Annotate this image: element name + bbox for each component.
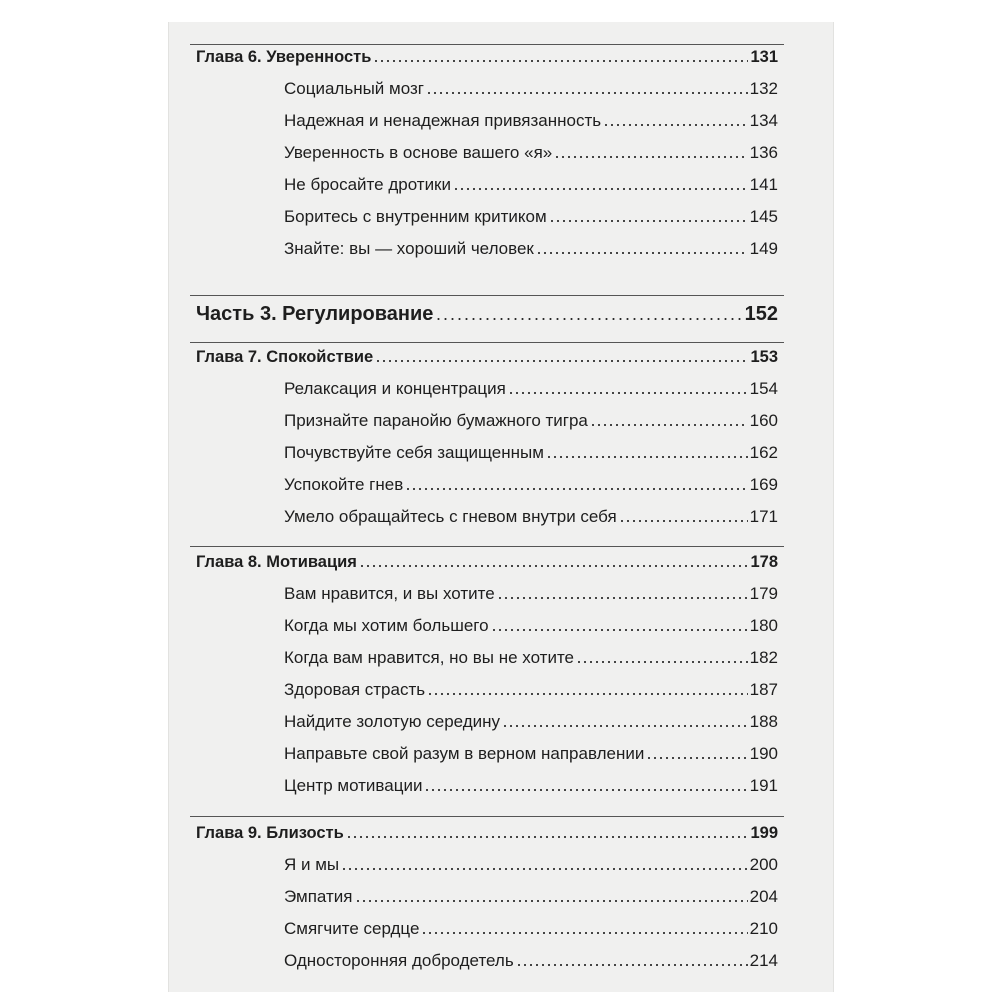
entry-title: Здоровая страсть bbox=[284, 680, 426, 699]
page-number: 132 bbox=[749, 79, 778, 98]
toc-entry bbox=[284, 507, 778, 527]
dot-leader bbox=[603, 124, 748, 126]
chapter-6-heading bbox=[196, 47, 778, 67]
page-number: 191 bbox=[749, 776, 778, 795]
dot-leader bbox=[426, 92, 748, 94]
dot-leader bbox=[646, 757, 747, 759]
page-number: 145 bbox=[749, 207, 778, 226]
part-title: Часть 3. Регулирование bbox=[196, 303, 434, 325]
dot-leader bbox=[346, 836, 749, 838]
toc-entry bbox=[284, 584, 778, 604]
toc-entry bbox=[284, 919, 778, 939]
entry-title: Знайте: вы — хороший человек bbox=[284, 239, 534, 258]
page-number: 200 bbox=[749, 855, 778, 874]
dot-leader bbox=[619, 520, 748, 522]
dot-leader bbox=[421, 932, 747, 934]
page-number: 187 bbox=[749, 680, 778, 699]
dot-leader bbox=[554, 156, 747, 158]
dot-leader bbox=[435, 318, 742, 320]
page-number: 154 bbox=[749, 379, 778, 398]
entry-title: Когда мы хотим большего bbox=[284, 616, 489, 635]
page-number: 190 bbox=[749, 744, 778, 763]
page-number: 152 bbox=[744, 303, 778, 325]
entry-title: Надежная и ненадежная привязанность bbox=[284, 111, 602, 130]
entry-title: Найдите золотую середину bbox=[284, 712, 501, 731]
toc-entry bbox=[284, 680, 778, 700]
entry-title: Уверенность в основе вашего «я» bbox=[284, 143, 553, 162]
dot-leader bbox=[502, 725, 748, 727]
toc-entry bbox=[284, 951, 778, 971]
toc-entry bbox=[284, 207, 778, 227]
dot-leader bbox=[497, 597, 748, 599]
entry-title: Релаксация и концентрация bbox=[284, 379, 506, 398]
page-number: 134 bbox=[749, 111, 778, 130]
toc-entry bbox=[284, 443, 778, 463]
chapter-9-top-rule bbox=[190, 816, 784, 817]
entry-title: Умело обращайтесь с гневом внутри себя bbox=[284, 507, 617, 526]
toc-entry bbox=[284, 855, 778, 875]
chapter-title: Глава 9. Близость bbox=[196, 824, 344, 842]
page-number: 141 bbox=[749, 175, 778, 194]
entry-title: Признайте паранойю бумажного тигра bbox=[284, 411, 588, 430]
page-number: 179 bbox=[749, 584, 778, 603]
page-number: 162 bbox=[749, 443, 778, 462]
page-number: 199 bbox=[750, 824, 778, 842]
dot-leader bbox=[424, 789, 747, 791]
toc-entry bbox=[284, 744, 778, 764]
page-number: 188 bbox=[749, 712, 778, 731]
entry-title: Односторонняя добродетель bbox=[284, 951, 514, 970]
page-number: 160 bbox=[749, 411, 778, 430]
dot-leader bbox=[355, 900, 748, 902]
chapter-6-top-rule bbox=[190, 44, 784, 45]
toc-entry bbox=[284, 776, 778, 796]
toc-entry bbox=[284, 79, 778, 99]
toc-entry bbox=[284, 648, 778, 668]
entry-title: Успокойте гнев bbox=[284, 475, 404, 494]
dot-leader bbox=[453, 188, 748, 190]
chapter-8-top-rule bbox=[190, 546, 784, 547]
part-3-top-rule bbox=[190, 295, 784, 296]
entry-title: Когда вам нравится, но вы не хотите bbox=[284, 648, 574, 667]
toc-entry bbox=[284, 475, 778, 495]
dot-leader bbox=[491, 629, 748, 631]
page-number: 180 bbox=[749, 616, 778, 635]
toc-entry bbox=[284, 175, 778, 195]
dot-leader bbox=[546, 456, 748, 458]
toc-entry bbox=[284, 616, 778, 636]
chapter-8-heading bbox=[196, 552, 778, 572]
page-number: 149 bbox=[749, 239, 778, 258]
chapter-7-heading bbox=[196, 347, 778, 367]
entry-title: Центр мотивации bbox=[284, 776, 423, 795]
dot-leader bbox=[508, 392, 748, 394]
chapter-title: Глава 7. Спокойствие bbox=[196, 348, 374, 366]
page-number: 214 bbox=[749, 951, 778, 970]
page-number: 178 bbox=[750, 553, 778, 571]
toc-entry bbox=[284, 379, 778, 399]
dot-leader bbox=[590, 424, 748, 426]
part-3-heading bbox=[196, 302, 778, 326]
entry-title: Не бросайте дротики bbox=[284, 175, 451, 194]
toc-entry bbox=[284, 411, 778, 431]
entry-title: Вам нравится, и вы хотите bbox=[284, 584, 495, 603]
toc-entry bbox=[284, 111, 778, 131]
page-number: 136 bbox=[749, 143, 778, 162]
dot-leader bbox=[549, 220, 748, 222]
dot-leader bbox=[373, 60, 748, 62]
page-number: 131 bbox=[750, 48, 778, 66]
dot-leader bbox=[516, 964, 748, 966]
dot-leader bbox=[341, 868, 747, 870]
entry-title: Почувствуйте себя защищенным bbox=[284, 443, 544, 462]
entry-title: Смягчите сердце bbox=[284, 919, 420, 938]
chapter-9-heading bbox=[196, 823, 778, 843]
dot-leader bbox=[375, 360, 748, 362]
dot-leader bbox=[405, 488, 747, 490]
page-number: 169 bbox=[749, 475, 778, 494]
toc-entry bbox=[284, 712, 778, 732]
entry-title: Я и мы bbox=[284, 855, 340, 874]
dot-leader bbox=[427, 693, 748, 695]
page-number: 204 bbox=[749, 887, 778, 906]
page-number: 210 bbox=[749, 919, 778, 938]
toc-entry bbox=[284, 143, 778, 163]
chapter-7-top-rule bbox=[190, 342, 784, 343]
dot-leader bbox=[359, 565, 749, 567]
chapter-title: Глава 8. Мотивация bbox=[196, 553, 357, 571]
entry-title: Боритесь с внутренним критиком bbox=[284, 207, 547, 226]
entry-title: Направьте свой разум в верном направлении bbox=[284, 744, 645, 763]
toc-entry bbox=[284, 239, 778, 259]
dot-leader bbox=[576, 661, 748, 663]
dot-leader bbox=[536, 252, 748, 254]
page-number: 182 bbox=[749, 648, 778, 667]
entry-title: Социальный мозг bbox=[284, 79, 424, 98]
page-number: 153 bbox=[750, 348, 778, 366]
chapter-title: Глава 6. Уверенность bbox=[196, 48, 372, 66]
toc-entry bbox=[284, 887, 778, 907]
entry-title: Эмпатия bbox=[284, 887, 353, 906]
page-number: 171 bbox=[749, 507, 778, 526]
